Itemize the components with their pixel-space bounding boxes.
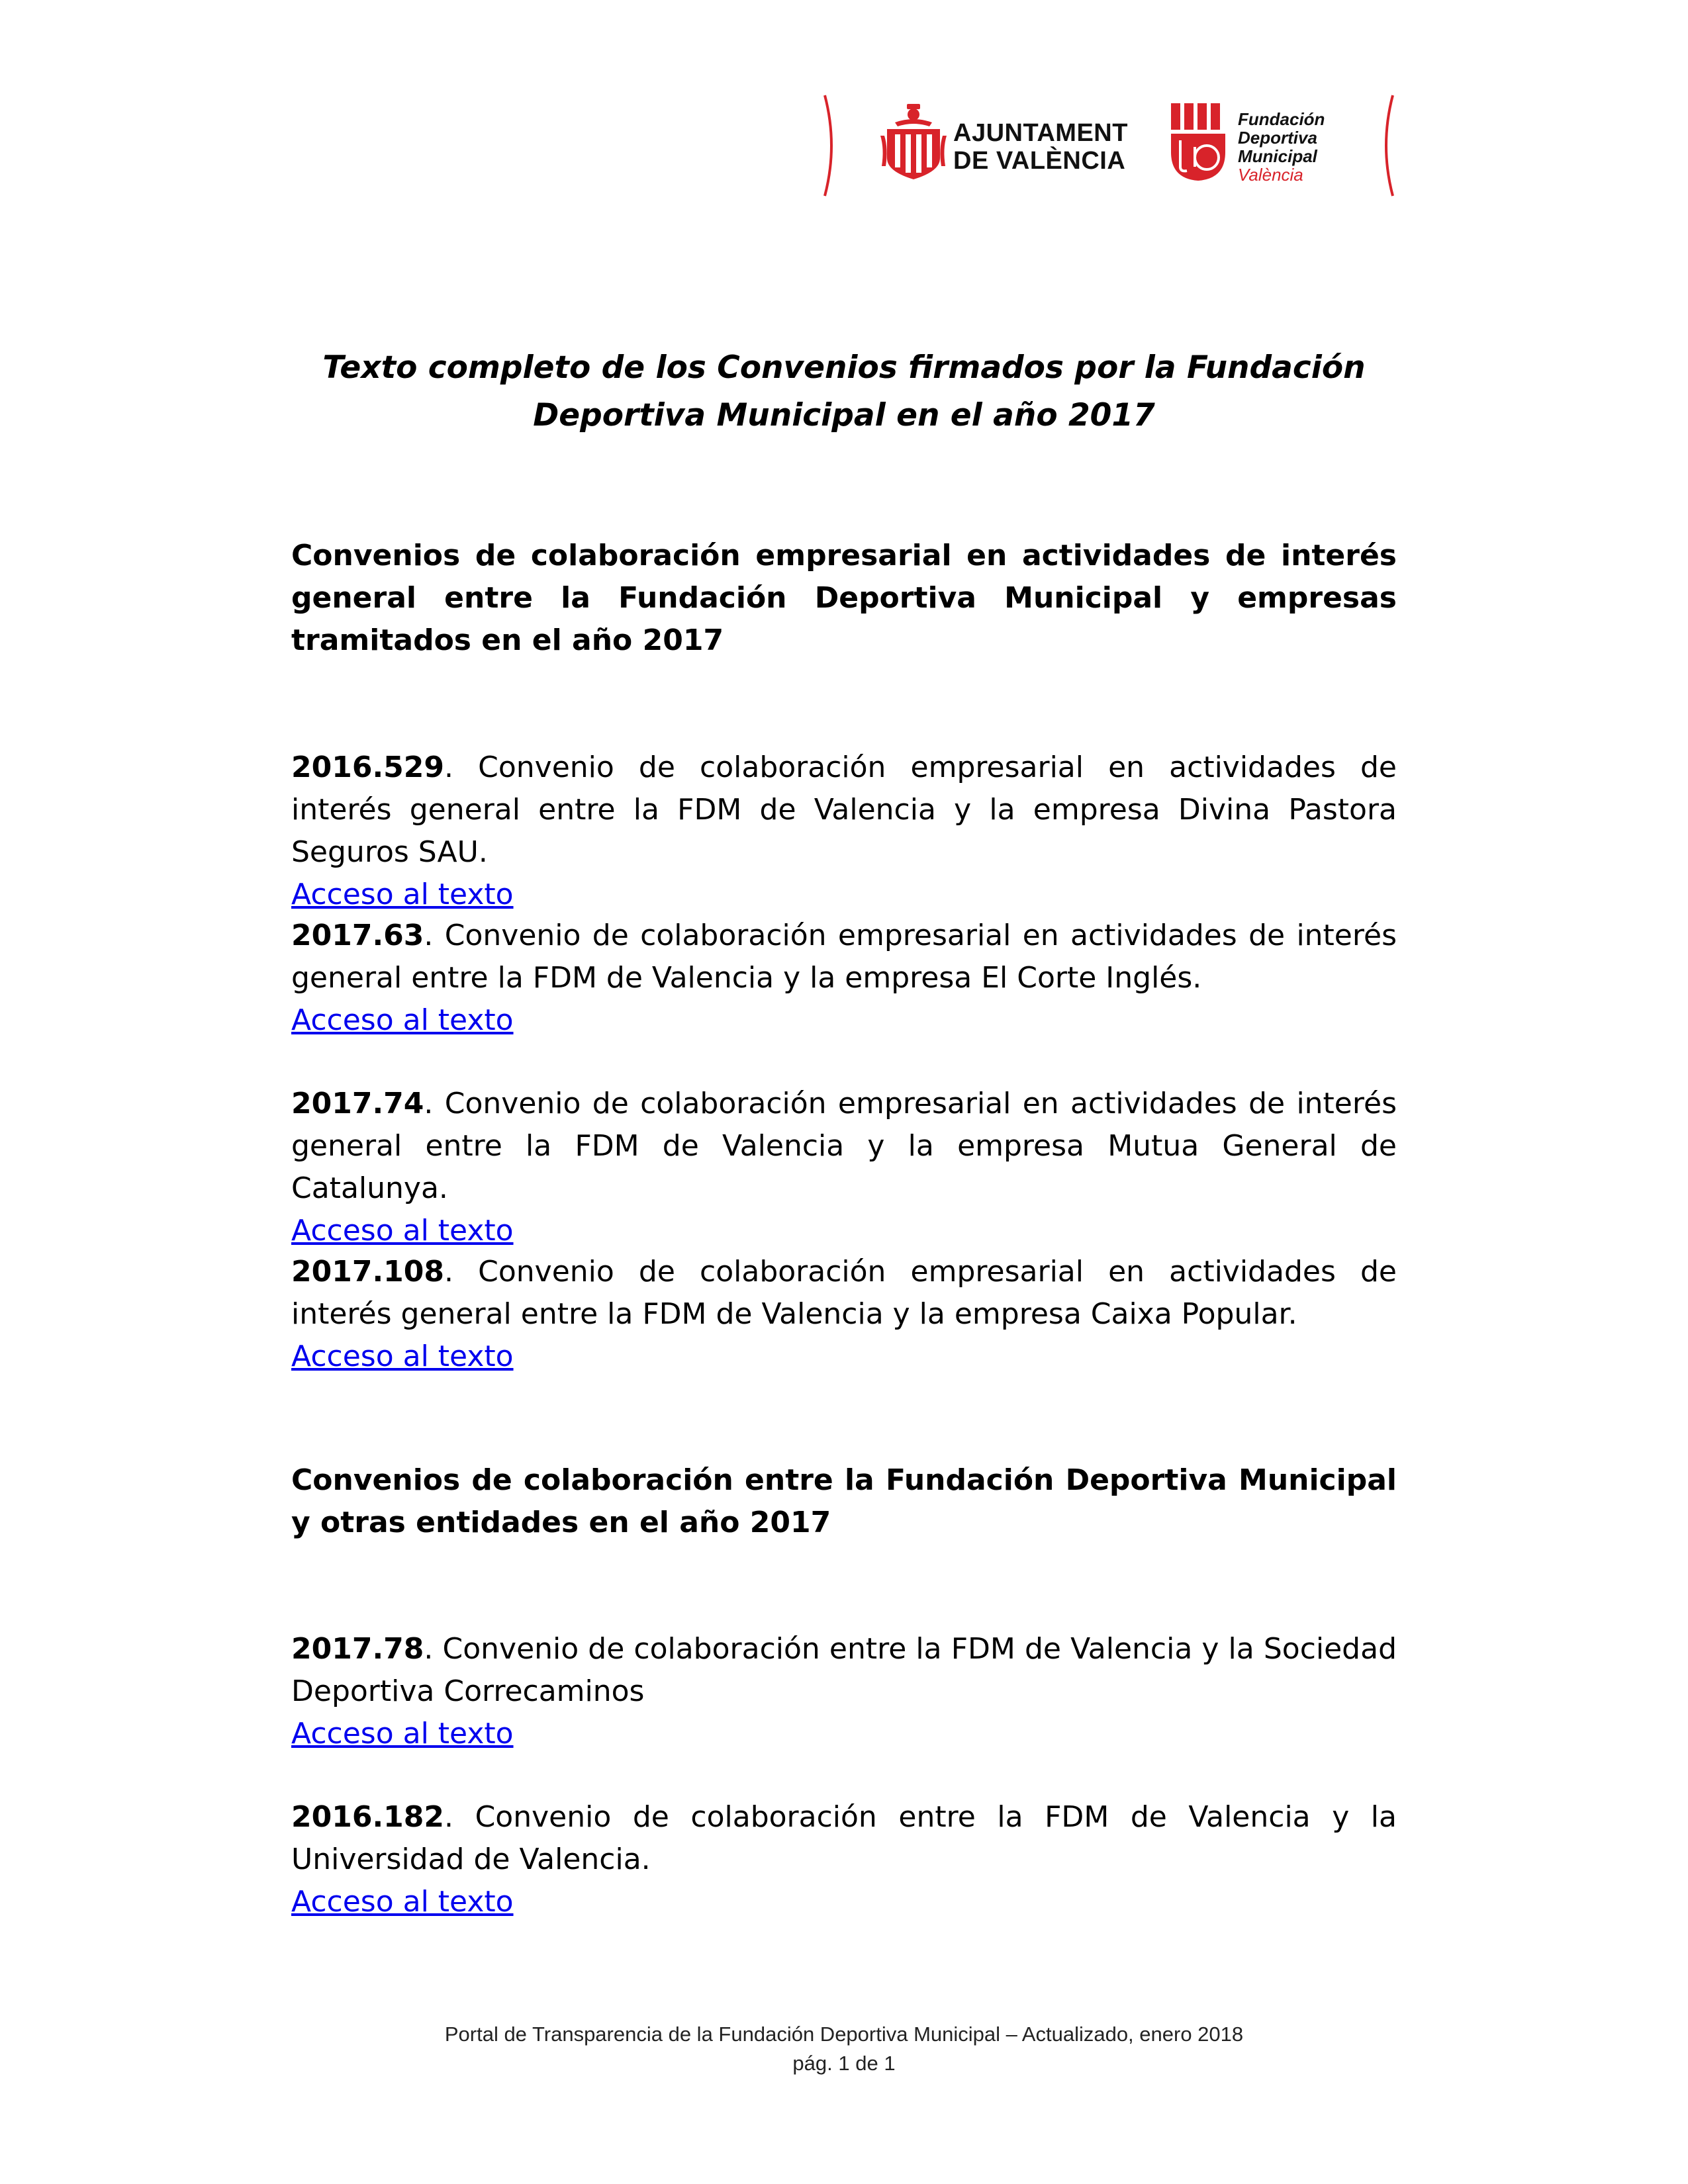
access-text-link[interactable]: Acceso al texto bbox=[291, 1003, 514, 1037]
page-number: pág. 1 de 1 bbox=[792, 2052, 896, 2075]
page-footer bbox=[0, 2020, 1688, 2078]
agreement-description bbox=[291, 747, 1397, 874]
access-text-link[interactable]: Acceso al texto bbox=[291, 1340, 514, 1373]
agreement-code: 2016.182 bbox=[291, 1800, 445, 1834]
access-text-link[interactable]: Acceso al texto bbox=[291, 1214, 514, 1248]
access-text-link[interactable]: Acceso al texto bbox=[291, 1717, 514, 1751]
agreement-entry bbox=[291, 1796, 1397, 1923]
page-header bbox=[821, 86, 1403, 199]
fdm-logo-icon bbox=[1168, 101, 1228, 183]
agreement-description bbox=[291, 1796, 1397, 1881]
document-title: Texto completo de los Convenios firmados por la Fundación Deportiva Municipal en el año 2017 bbox=[322, 349, 1366, 433]
section-heading-entidades: Convenios de colaboración entre la Fundación Deportiva Municipal y otras entidades en el año 2017 bbox=[291, 1463, 1397, 1539]
agreement-text: . Convenio de colaboración empresarial en actividades de interés general entre la FDM de Valencia y la empresa Mutua General de Catalunya. bbox=[291, 1087, 1397, 1205]
fdm-line-1: Fundación bbox=[1238, 109, 1325, 129]
agreement-code: 2017.78 bbox=[291, 1632, 424, 1666]
agreement-text: . Convenio de colaboración entre la FDM de Valencia y la Universidad de Valencia. bbox=[291, 1800, 1397, 1876]
agreement-code: 2017.74 bbox=[291, 1087, 424, 1120]
left-bracket-decoration bbox=[821, 93, 841, 199]
agreement-text: . Convenio de colaboración entre la FDM de Valencia y la Sociedad Deportiva Correcaminos bbox=[291, 1632, 1397, 1708]
ajuntament-line-2: DE VALÈNCIA bbox=[953, 147, 1126, 175]
agreement-entry bbox=[291, 1628, 1397, 1755]
agreement-description bbox=[291, 1251, 1397, 1336]
ajuntament-crest-icon bbox=[880, 103, 947, 182]
ajuntament-line-1: AJUNTAMENT bbox=[953, 119, 1128, 147]
agreement-text: . Convenio de colaboración empresarial en actividades de interés general entre la FDM de Valencia y la empresa Divina Pastora Seguros SAU. bbox=[291, 751, 1397, 869]
agreement-description bbox=[291, 1628, 1397, 1713]
agreement-entry bbox=[291, 1251, 1397, 1378]
agreement-entry bbox=[291, 915, 1397, 1042]
agreement-code: 2016.529 bbox=[291, 751, 445, 784]
agreement-description bbox=[291, 1083, 1397, 1210]
agreement-description bbox=[291, 915, 1397, 999]
fdm-wordmark bbox=[1238, 110, 1325, 184]
access-text-link[interactable]: Acceso al texto bbox=[291, 878, 514, 911]
footer-portal-line: Portal de Transparencia de la Fundación Deportiva Municipal – Actualizado, enero 2018 bbox=[444, 2023, 1244, 2046]
agreement-text: . Convenio de colaboración empresarial en actividades de interés general entre la FDM de Valencia y la empresa El Corte Inglés. bbox=[291, 919, 1397, 995]
agreement-code: 2017.63 bbox=[291, 919, 424, 952]
fdm-line-2: Deportiva bbox=[1238, 128, 1317, 148]
fdm-line-3: Municipal bbox=[1238, 146, 1317, 166]
agreement-code: 2017.108 bbox=[291, 1255, 445, 1289]
ajuntament-wordmark bbox=[953, 119, 1128, 175]
right-bracket-decoration bbox=[1377, 93, 1397, 199]
agreement-entry bbox=[291, 1083, 1397, 1252]
agreement-text: . Convenio de colaboración empresarial en actividades de interés general entre la FDM de Valencia y la empresa Caixa Popular. bbox=[291, 1255, 1397, 1331]
agreement-entry bbox=[291, 747, 1397, 916]
fdm-line-4: València bbox=[1238, 165, 1303, 185]
section-heading-empresas: Convenios de colaboración empresarial en actividades de interés general entre la Fundación Deportiva Municipal y empresas tramitados en el año 2017 bbox=[291, 539, 1397, 657]
access-text-link[interactable]: Acceso al texto bbox=[291, 1885, 514, 1919]
